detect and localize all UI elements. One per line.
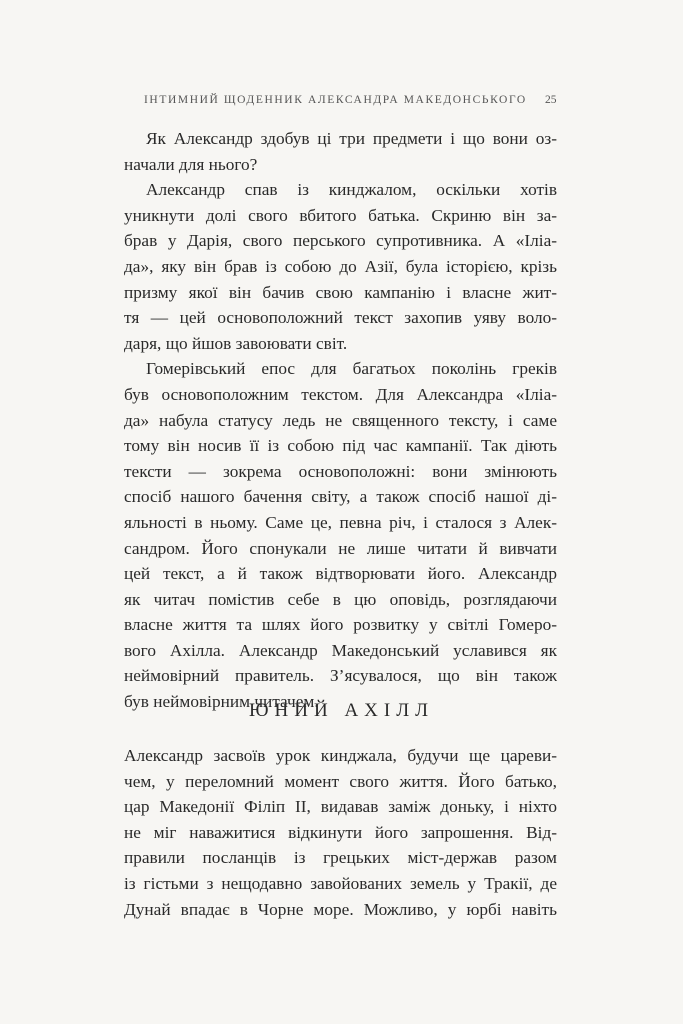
section-text [124, 743, 557, 922]
paragraph [124, 743, 557, 922]
text-line: був неймовірним читачем. [124, 692, 319, 712]
text-line: брав у Дарія, свого перського супротивника. А «Іліа- [124, 231, 557, 251]
text-line: правили посланців із грецьких міст-держав разом [124, 848, 557, 868]
page-header [0, 94, 683, 114]
text-line: тому він носив її із собою під час кампанії. Так діють [124, 436, 557, 456]
paragraph [124, 177, 557, 356]
text-line: призму якої він бачив свою кампанію і власне жит- [124, 282, 557, 302]
text-line: сандром. Його спонукали не лише читати й вивчати [124, 538, 557, 558]
text-line: яльності в ньому. Саме це, певна річ, і сталося з Алек- [124, 512, 557, 532]
paragraph [124, 356, 557, 714]
text-line: власне життя та шлях його розвитку у світлі Гомеро- [124, 615, 557, 635]
paragraph [124, 126, 557, 177]
text-line: цар Македонії Філіп II, видавав заміж доньку, і ніхто [124, 797, 557, 817]
text-line: Дунай впадає в Чорне море. Можливо, у юрбі навіть [124, 899, 557, 919]
text-line: не міг наважитися відкинути його запрошення. Від- [124, 822, 557, 842]
text-line: був основоположним текстом. Для Александра «Іліа- [124, 384, 557, 404]
text-line: даря, що йшов завоювати світ. [124, 333, 348, 353]
text-line: Александр спав із кинджалом, оскільки хотів [146, 180, 557, 200]
text-line: цей текст, а й також відтворювати його. Александр [124, 564, 557, 584]
text-line: Як Александр здобув ці три предмети і що вони оз- [146, 129, 557, 148]
text-line: уникнути долі свого вбитого батька. Скриню він за- [124, 205, 557, 225]
text-line: Гомерівський епос для багатьох поколінь греків [146, 359, 557, 379]
text-line: да» набула статусу ледь не священного тексту, і саме [124, 410, 557, 430]
text-line: Александр засвоїв урок кинджала, будучи ще цареви- [124, 746, 557, 765]
text-line: тя — цей основоположний текст захопив уяву воло- [124, 308, 557, 328]
main-text [124, 126, 557, 715]
text-line: неймовірний правитель. З’ясувалося, що він також [124, 666, 557, 686]
text-line: тексти — зокрема основоположні: вони змінюють [124, 461, 557, 481]
page-number: 25 [545, 94, 557, 106]
text-line: да», яку він брав із собою до Азії, була історією, крізь [124, 256, 557, 276]
text-line: чем, у переломний момент свого життя. Його батько, [124, 771, 557, 791]
running-title: ІНТИМНИЙ ЩОДЕННИК АЛЕКСАНДРА МАКЕДОНСЬКОГО [144, 94, 527, 106]
text-line: як читач помістив себе в цю оповідь, розглядаючи [124, 589, 557, 609]
text-line: із гістьми з нещодавно завойованих земель у Тракії, де [124, 873, 557, 893]
text-line: спосіб нашого бачення світу, а також спосіб нашої ді- [124, 487, 557, 507]
text-line: начали для нього? [124, 154, 258, 174]
section-heading: ЮНИЙ АХІЛЛ [249, 700, 434, 721]
text-line: вого Ахілла. Александр Македонський уславився як [124, 640, 557, 660]
